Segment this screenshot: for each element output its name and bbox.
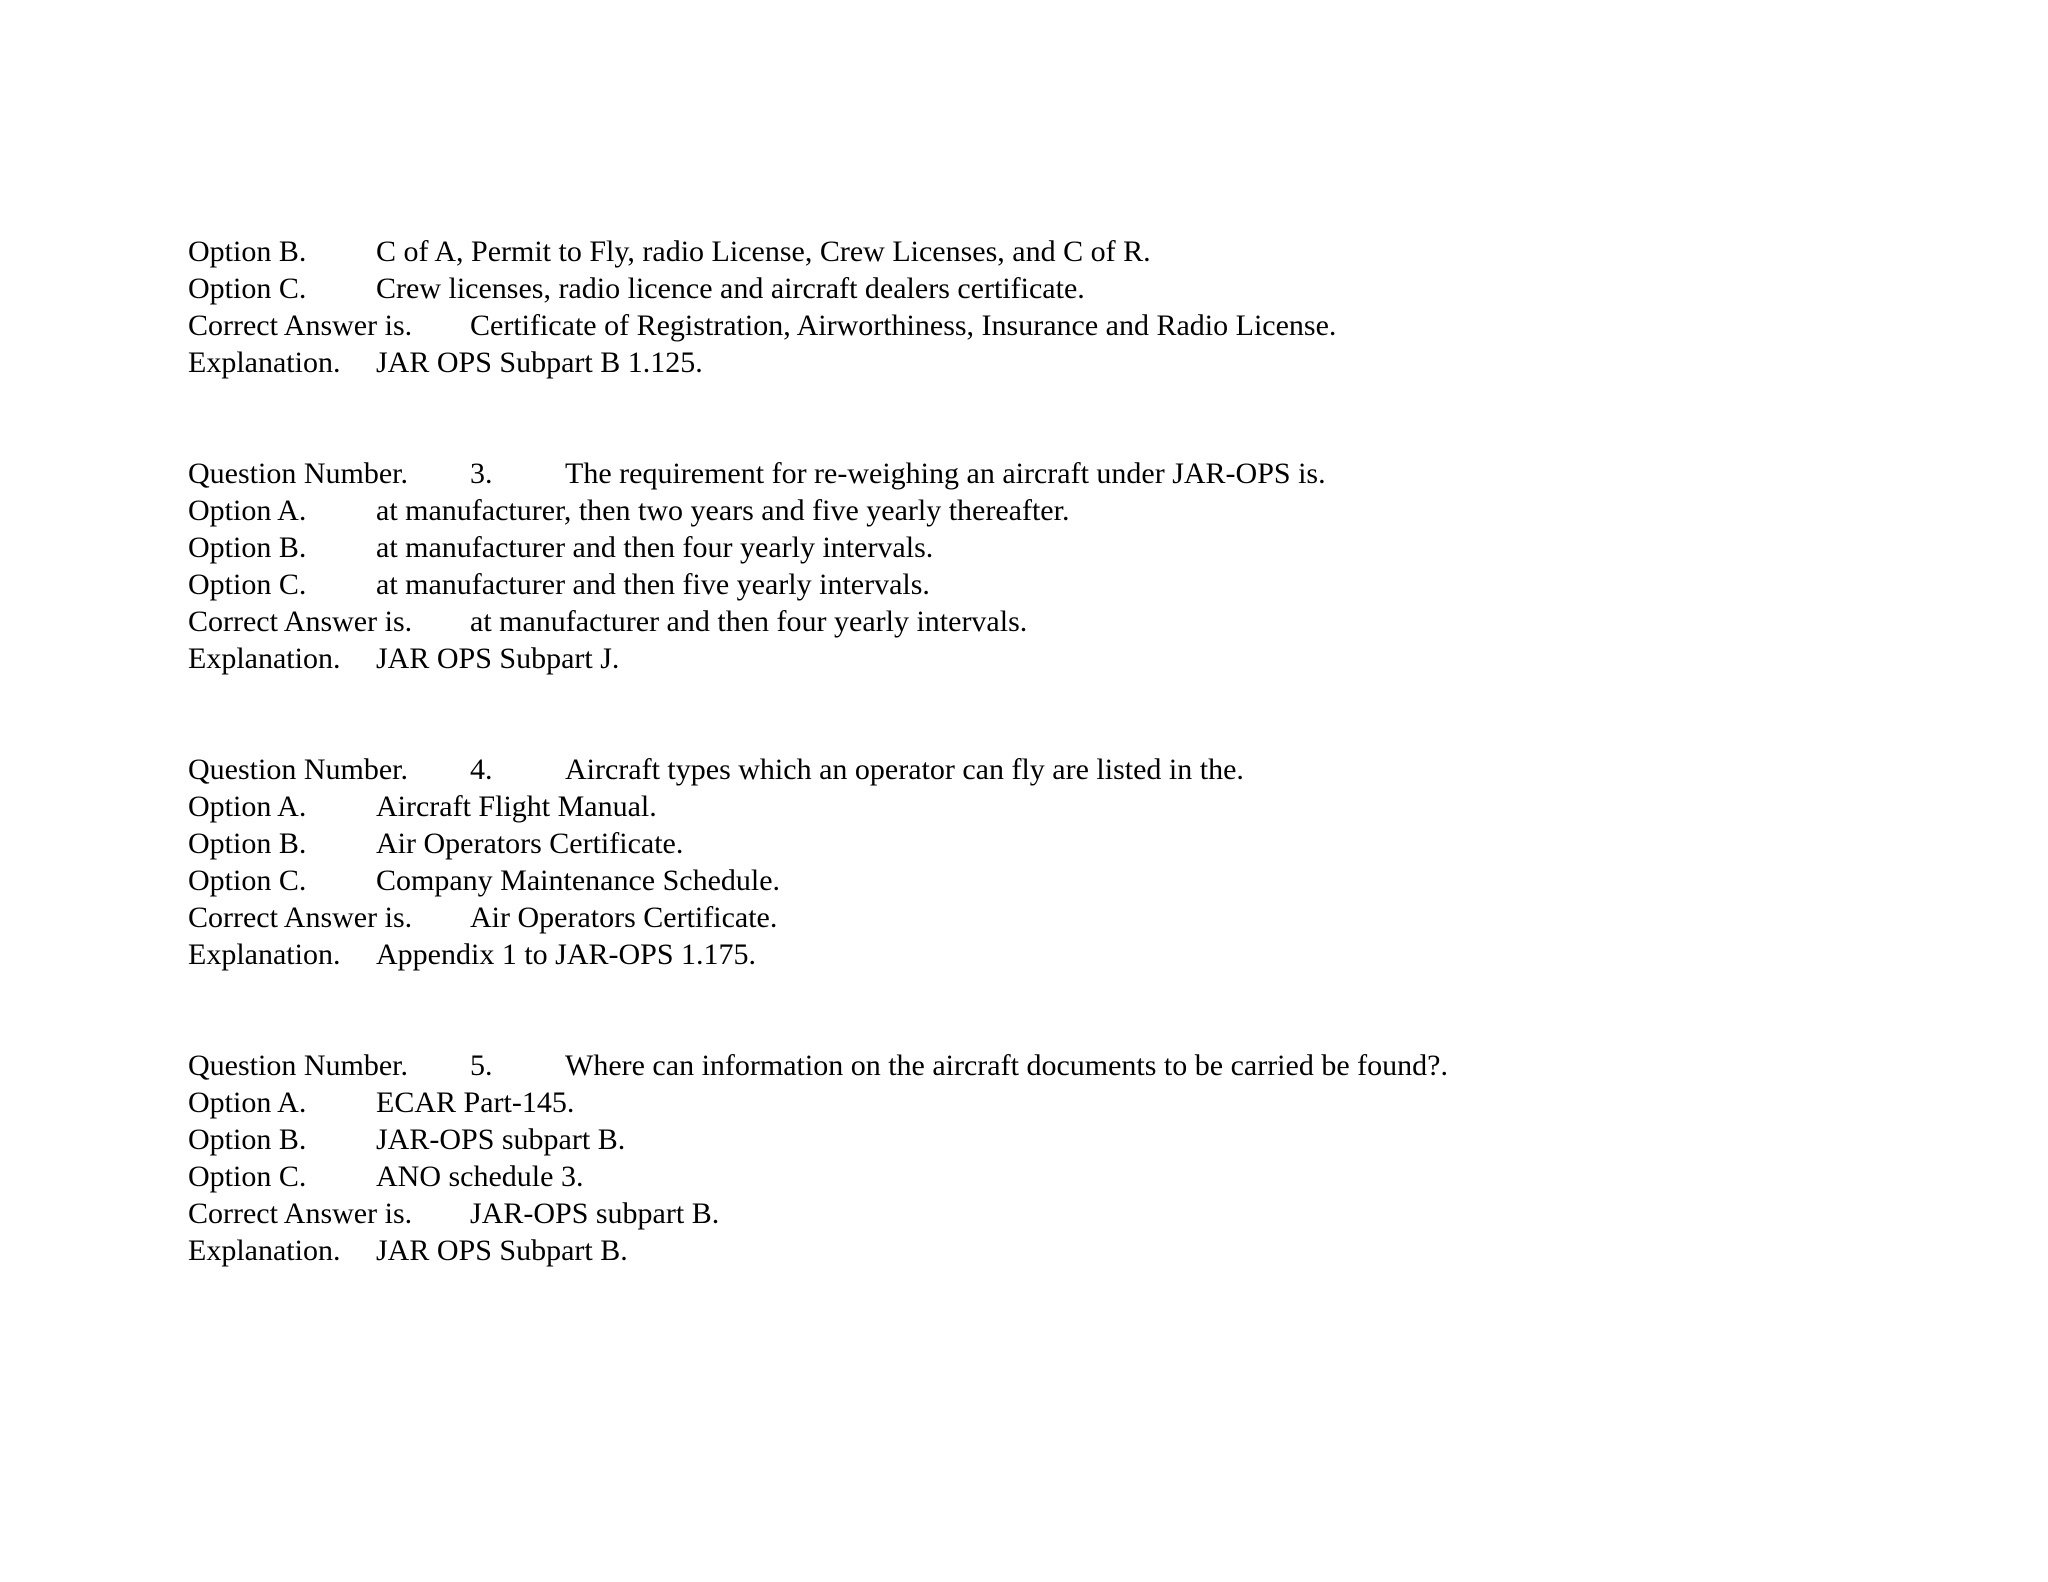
option-text: Aircraft Flight Manual. (376, 790, 657, 823)
correct-answer-text: JAR-OPS subpart B. (470, 1197, 720, 1230)
correct-answer-row (188, 1195, 1988, 1232)
correct-answer-label: Correct Answer is. (188, 309, 413, 342)
option-label: Option A. (188, 790, 307, 823)
spacer (188, 677, 1988, 751)
option-b-row (188, 1121, 1988, 1158)
question-number: 4. (470, 753, 493, 786)
option-label: Option C. (188, 864, 307, 897)
option-a-row (188, 1084, 1988, 1121)
correct-answer-row (188, 899, 1988, 936)
option-b-row (188, 233, 1988, 270)
correct-answer-label: Correct Answer is. (188, 605, 413, 638)
explanation-label: Explanation. (188, 642, 341, 675)
explanation-text: JAR OPS Subpart B 1.125. (376, 346, 703, 379)
correct-answer-label: Correct Answer is. (188, 1197, 413, 1230)
option-b-row (188, 529, 1988, 566)
option-text: at manufacturer and then four yearly intervals. (376, 531, 934, 564)
option-text: C of A, Permit to Fly, radio License, Crew Licenses, and C of R. (376, 235, 1151, 268)
option-text: ECAR Part-145. (376, 1086, 575, 1119)
explanation-text: JAR OPS Subpart J. (376, 642, 620, 675)
question-block (188, 455, 1988, 677)
question-text: Aircraft types which an operator can fly are listed in the. (565, 753, 1244, 786)
option-b-row (188, 825, 1988, 862)
option-label: Option B. (188, 235, 307, 268)
option-label: Option B. (188, 827, 307, 860)
option-text: Company Maintenance Schedule. (376, 864, 781, 897)
question-row (188, 1047, 1988, 1084)
correct-answer-text: Air Operators Certificate. (470, 901, 778, 934)
question-number-label: Question Number. (188, 1049, 408, 1082)
option-label: Option C. (188, 1160, 307, 1193)
question-block (188, 751, 1988, 973)
option-a-row (188, 788, 1988, 825)
option-text: Crew licenses, radio licence and aircraft dealers certificate. (376, 272, 1085, 305)
explanation-text: Appendix 1 to JAR-OPS 1.175. (376, 938, 757, 971)
question-block-continued (188, 233, 1988, 381)
option-a-row (188, 492, 1988, 529)
explanation-label: Explanation. (188, 1234, 341, 1267)
correct-answer-text: Certificate of Registration, Airworthiness, Insurance and Radio License. (470, 309, 1337, 342)
option-label: Option C. (188, 568, 307, 601)
option-label: Option C. (188, 272, 307, 305)
option-text: at manufacturer and then five yearly intervals. (376, 568, 930, 601)
option-label: Option A. (188, 494, 307, 527)
option-label: Option A. (188, 1086, 307, 1119)
explanation-label: Explanation. (188, 346, 341, 379)
option-label: Option B. (188, 531, 307, 564)
option-text: Air Operators Certificate. (376, 827, 684, 860)
option-c-row (188, 270, 1988, 307)
option-label: Option B. (188, 1123, 307, 1156)
correct-answer-row (188, 307, 1988, 344)
explanation-text: JAR OPS Subpart B. (376, 1234, 628, 1267)
option-text: JAR-OPS subpart B. (376, 1123, 626, 1156)
option-text: ANO schedule 3. (376, 1160, 584, 1193)
correct-answer-label: Correct Answer is. (188, 901, 413, 934)
question-row (188, 455, 1988, 492)
spacer (188, 973, 1988, 1047)
explanation-row (188, 936, 1988, 973)
question-number: 5. (470, 1049, 493, 1082)
question-sheet (188, 233, 1988, 1269)
option-c-row (188, 862, 1988, 899)
question-number: 3. (470, 457, 493, 490)
explanation-row (188, 344, 1988, 381)
option-c-row (188, 1158, 1988, 1195)
question-text: Where can information on the aircraft documents to be carried be found?. (565, 1049, 1448, 1082)
question-text: The requirement for re-weighing an aircraft under JAR-OPS is. (565, 457, 1326, 490)
option-text: at manufacturer, then two years and five yearly thereafter. (376, 494, 1070, 527)
question-number-label: Question Number. (188, 457, 408, 490)
correct-answer-text: at manufacturer and then four yearly intervals. (470, 605, 1028, 638)
question-row (188, 751, 1988, 788)
explanation-row (188, 1232, 1988, 1269)
question-number-label: Question Number. (188, 753, 408, 786)
option-c-row (188, 566, 1988, 603)
explanation-label: Explanation. (188, 938, 341, 971)
correct-answer-row (188, 603, 1988, 640)
explanation-row (188, 640, 1988, 677)
question-block (188, 1047, 1988, 1269)
spacer (188, 381, 1988, 455)
